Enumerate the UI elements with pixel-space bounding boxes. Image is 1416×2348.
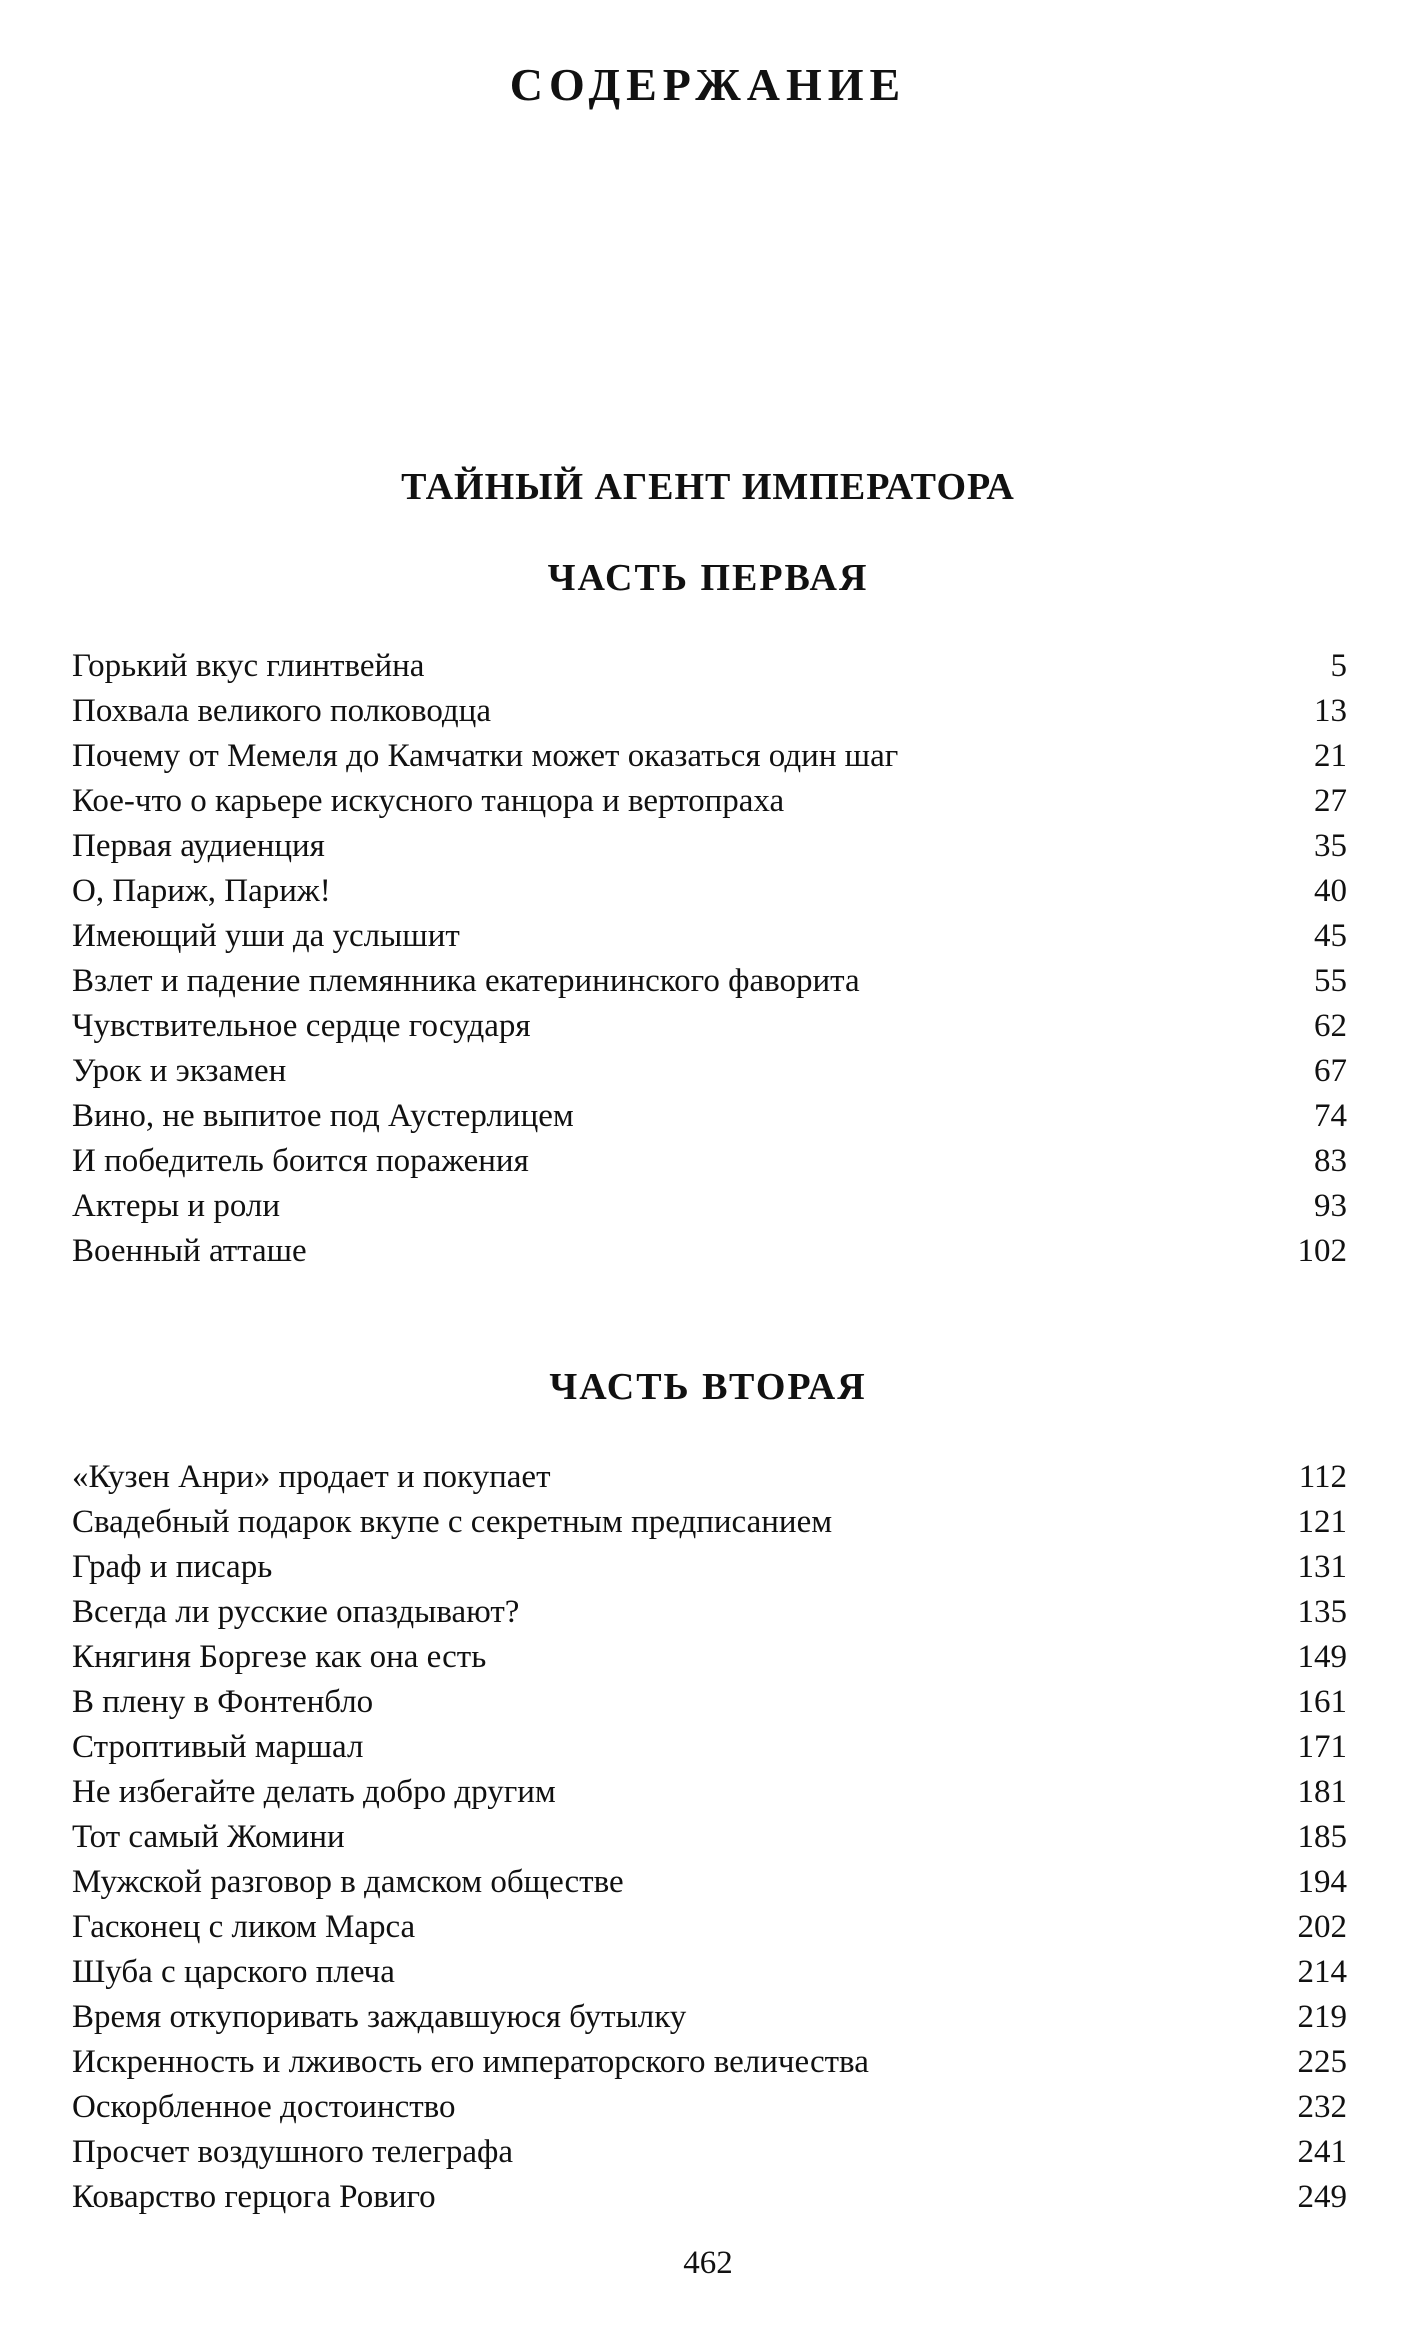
toc-entry-title: Время откупоривать заждавшуюся бутылку xyxy=(72,1999,687,2035)
toc-entry-page: 149 xyxy=(1297,1639,1347,1675)
toc-entry xyxy=(72,1635,1347,1680)
toc-entry xyxy=(72,1905,1347,1950)
part-one-title: ЧАСТЬ ПЕРВАЯ xyxy=(547,557,869,599)
toc-entry-title: Чувствительное сердце государя xyxy=(72,1008,531,1044)
toc-entry-page: 232 xyxy=(1297,2089,1347,2125)
toc-entry xyxy=(72,689,1347,734)
toc-entry-page: 202 xyxy=(1297,1909,1347,1945)
toc-entry-page: 241 xyxy=(1297,2134,1347,2170)
toc-entry xyxy=(72,1950,1347,1995)
page-heading: СОДЕРЖАНИЕ xyxy=(509,59,907,110)
toc-entry-title: Граф и писарь xyxy=(72,1549,273,1585)
toc-entry xyxy=(72,914,1347,959)
toc-entry xyxy=(72,1815,1347,1860)
page-number: 462 xyxy=(683,2245,733,2281)
toc-entry-title: Гасконец с ликом Марса xyxy=(72,1909,416,1945)
toc-entry-page: 185 xyxy=(1297,1819,1347,1855)
toc-entry-title: «Кузен Анри» продает и покупает xyxy=(72,1459,551,1495)
toc-entry xyxy=(72,1725,1347,1770)
toc-entry xyxy=(72,1995,1347,2040)
toc-entry xyxy=(72,1545,1347,1590)
toc-entry-title: Похвала великого полководца xyxy=(72,693,491,729)
toc-entry-page: 35 xyxy=(1314,828,1347,864)
toc-entry-page: 249 xyxy=(1297,2179,1347,2215)
toc-entry-title: Не избегайте делать добро другим xyxy=(72,1774,556,1810)
toc-entry-page: 93 xyxy=(1314,1188,1347,1224)
toc-entry-title: Тот самый Жомини xyxy=(72,1819,345,1855)
toc-entry xyxy=(72,869,1347,914)
toc-entry-page: 225 xyxy=(1297,2044,1347,2080)
toc-entry-title: Почему от Мемеля до Камчатки может оказаться один шаг xyxy=(72,738,899,774)
toc-entry-title: Кое-что о карьере искусного танцора и вертопраха xyxy=(72,783,785,819)
toc-entry-page: 214 xyxy=(1297,1954,1347,1990)
toc-entry xyxy=(72,1500,1347,1545)
toc-entry-page: 45 xyxy=(1314,918,1347,954)
toc-entry-page: 40 xyxy=(1314,873,1347,909)
toc-entry xyxy=(72,1770,1347,1815)
part-one-toc-list xyxy=(72,644,1347,1274)
toc-entry xyxy=(72,1229,1347,1274)
book-title: ТАЙНЫЙ АГЕНТ ИМПЕРАТОРА xyxy=(401,466,1015,508)
toc-entry xyxy=(72,1049,1347,1094)
toc-entry-title: Первая аудиенция xyxy=(72,828,325,864)
toc-entry-title: Княгиня Боргезе как она есть xyxy=(72,1639,487,1675)
toc-entry-page: 102 xyxy=(1297,1233,1347,1269)
toc-entry xyxy=(72,1860,1347,1905)
toc-entry xyxy=(72,824,1347,869)
toc-entry-title: Вино, не выпитое под Аустерлицем xyxy=(72,1098,574,1134)
toc-entry-page: 161 xyxy=(1297,1684,1347,1720)
toc-entry-page: 74 xyxy=(1314,1098,1347,1134)
toc-entry-title: И победитель боится поражения xyxy=(72,1143,529,1179)
toc-entry xyxy=(72,779,1347,824)
toc-entry-page: 219 xyxy=(1297,1999,1347,2035)
toc-entry-page: 131 xyxy=(1297,1549,1347,1585)
toc-entry-title: Имеющий уши да услышит xyxy=(72,918,460,954)
toc-entry-title: Военный атташе xyxy=(72,1233,307,1269)
toc-entry-title: Горький вкус глинтвейна xyxy=(72,648,425,684)
toc-entry xyxy=(72,2130,1347,2175)
toc-entry-page: 112 xyxy=(1298,1459,1347,1495)
toc-entry xyxy=(72,1590,1347,1635)
toc-entry-title: В плену в Фонтенбло xyxy=(72,1684,374,1720)
toc-entry xyxy=(72,2085,1347,2130)
toc-entry xyxy=(72,644,1347,689)
toc-entry-title: Строптивый маршал xyxy=(72,1729,364,1765)
part-two-toc-list xyxy=(72,1455,1347,2220)
toc-entry xyxy=(72,1455,1347,1500)
toc-entry-title: Актеры и роли xyxy=(72,1188,281,1224)
toc-entry-page: 135 xyxy=(1297,1594,1347,1630)
toc-entry-page: 181 xyxy=(1297,1774,1347,1810)
toc-entry-title: Коварство герцога Ровиго xyxy=(72,2179,436,2215)
toc-entry-title: Урок и экзамен xyxy=(72,1053,287,1089)
toc-entry xyxy=(72,1094,1347,1139)
toc-entry xyxy=(72,1184,1347,1229)
toc-entry-page: 62 xyxy=(1314,1008,1347,1044)
toc-entry xyxy=(72,1139,1347,1184)
toc-entry xyxy=(72,2040,1347,2085)
toc-entry xyxy=(72,1680,1347,1725)
toc-entry-title: Мужской разговор в дамском обществе xyxy=(72,1864,624,1900)
toc-entry-title: Просчет воздушного телеграфа xyxy=(72,2134,514,2170)
toc-entry-page: 171 xyxy=(1297,1729,1347,1765)
toc-entry-page: 21 xyxy=(1314,738,1347,774)
part-two-title: ЧАСТЬ ВТОРАЯ xyxy=(549,1366,867,1408)
toc-entry-page: 83 xyxy=(1314,1143,1347,1179)
toc-entry xyxy=(72,1004,1347,1049)
toc-entry-page: 67 xyxy=(1314,1053,1347,1089)
toc-entry-title: Всегда ли русские опаздывают? xyxy=(72,1594,520,1630)
toc-entry xyxy=(72,959,1347,1004)
toc-entry-page: 194 xyxy=(1297,1864,1347,1900)
toc-entry-title: Шуба с царского плеча xyxy=(72,1954,395,1990)
toc-entry-page: 121 xyxy=(1297,1504,1347,1540)
toc-entry-page: 5 xyxy=(1330,648,1347,684)
toc-entry xyxy=(72,734,1347,779)
toc-entry-title: О, Париж, Париж! xyxy=(72,873,331,909)
toc-entry xyxy=(72,2175,1347,2220)
toc-entry-page: 27 xyxy=(1314,783,1347,819)
toc-entry-title: Взлет и падение племянника екатерининского фаворита xyxy=(72,963,860,999)
toc-entry-page: 13 xyxy=(1314,693,1347,729)
toc-entry-title: Искренность и лживость его императорского величества xyxy=(72,2044,869,2080)
toc-entry-page: 55 xyxy=(1314,963,1347,999)
toc-entry-title: Оскорбленное достоинство xyxy=(72,2089,456,2125)
toc-entry-title: Свадебный подарок вкупе с секретным предписанием xyxy=(72,1504,833,1540)
